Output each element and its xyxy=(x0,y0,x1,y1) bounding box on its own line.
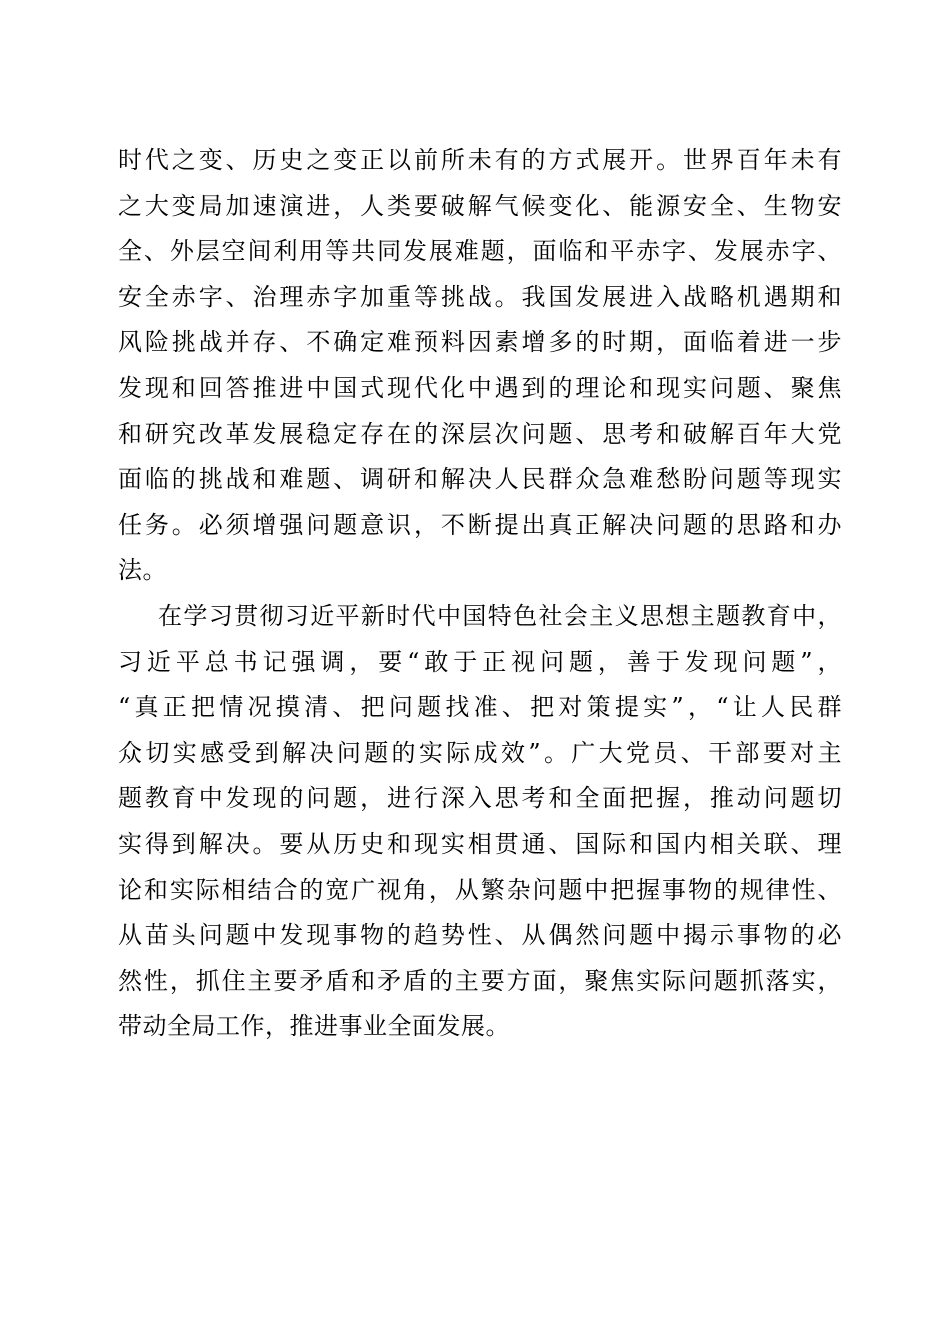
paragraph-2 xyxy=(118,594,842,1050)
text-line: 风险挑战并存、不确定难预料因素增多的时期，面临着进一步 xyxy=(118,328,842,357)
text-line: 众切实感受到解决问题的实际成效”。广大党员、干部要对主 xyxy=(118,738,842,767)
text-line: 实得到解决。要从历史和现实相贯通、国际和国内相关联、理 xyxy=(118,829,842,858)
text-line: 时代之变、历史之变正以前所未有的方式展开。世界百年未有 xyxy=(118,146,842,174)
text-line: 带动全局工作，推进事业全面发展。 xyxy=(118,1012,510,1041)
text-line: 题教育中发现的问题，进行深入思考和全面把握，推动问题切 xyxy=(118,784,842,813)
text-line: 安全赤字、治理赤字加重等挑战。我国发展进入战略机遇期和 xyxy=(118,282,842,311)
text-line: 和研究改革发展稳定存在的深层次问题、思考和破解百年大党 xyxy=(118,419,842,448)
text-line: 面临的挑战和难题、调研和解决人民群众急难愁盼问题等现实 xyxy=(118,465,842,494)
text-line: 全、外层空间利用等共同发展难题，面临和平赤字、发展赤字、 xyxy=(118,237,842,266)
text-line: “真正把情况摸清、把问题找准、把对策提实”，“让人民群 xyxy=(118,693,842,722)
text-line: 在学习贯彻习近平新时代中国特色社会主义思想主题教育中， xyxy=(158,601,842,630)
text-line: 论和实际相结合的宽广视角，从繁杂问题中把握事物的规律性、 xyxy=(118,875,842,904)
text-line: 之大变局加速演进，人类要破解气候变化、能源安全、生物安 xyxy=(118,191,842,220)
document-page xyxy=(118,138,842,1050)
text-line: 法。 xyxy=(118,556,167,585)
text-line: 习近平总书记强调，要“敢于正视问题，善于发现问题”， xyxy=(118,647,842,676)
text-line: 任务。必须增强问题意识，不断提出真正解决问题的思路和办 xyxy=(118,510,842,539)
text-line: 发现和回答推进中国式现代化中遇到的理论和现实问题、聚焦 xyxy=(118,373,842,402)
text-line: 然性，抓住主要矛盾和矛盾的主要方面，聚焦实际问题抓落实， xyxy=(118,966,842,995)
text-line: 从苗头问题中发现事物的趋势性、从偶然问题中揭示事物的必 xyxy=(118,921,842,950)
paragraph-1 xyxy=(118,138,842,594)
